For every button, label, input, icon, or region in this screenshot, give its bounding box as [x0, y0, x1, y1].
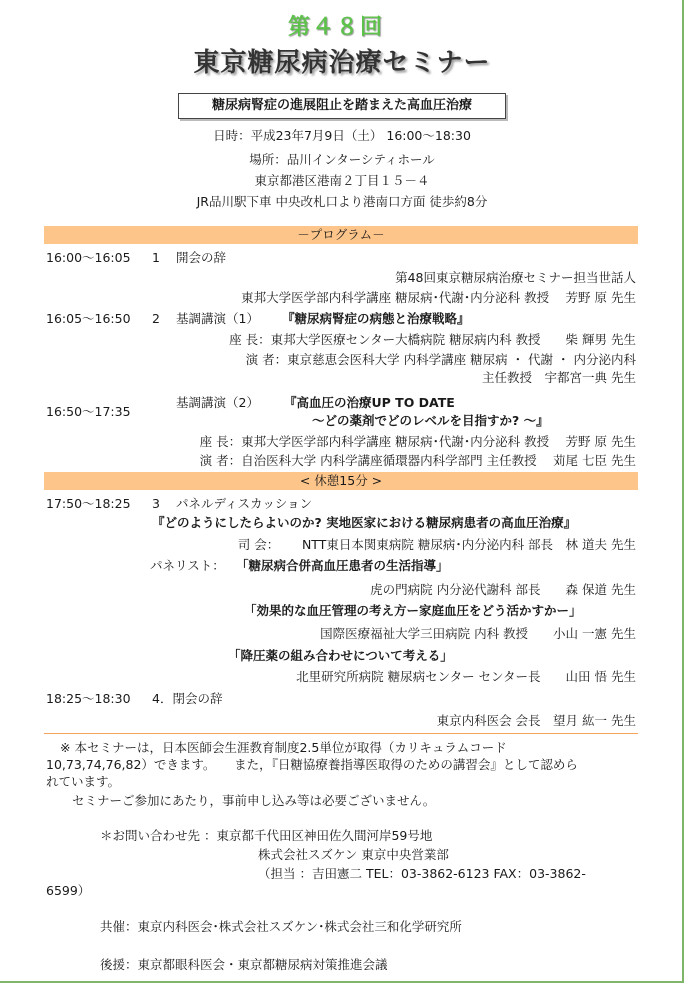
- panel-speaker-3: 北里研究所病院 糖尿病センター センター長 山田 悟 先生: [296, 669, 636, 684]
- event-datetime: 日時：平成23年7月9日（土） 16:00～18:30: [213, 128, 471, 143]
- opening-host-role: 第48回東京糖尿病治療セミナー担当世話人: [395, 270, 636, 285]
- lecture1-title: 『糖尿病腎症の病態と治療戦略』: [282, 311, 470, 326]
- lecture1-label: 基調講演（1）: [176, 311, 259, 326]
- break-band: < 休憩15分 >: [44, 472, 638, 490]
- opening-host: 東邦大学医学部内科学講座 糖尿病･代謝･内分泌科 教授 芳野 原 先生: [241, 290, 636, 305]
- contact-fax-end: 6599）: [46, 883, 91, 898]
- lecture2-chair: 座 長：東邦大学医学部内科学講座 糖尿病･代謝･内分泌科 教授 芳野 原 先生: [199, 434, 636, 449]
- event-address: 東京都港区港南２丁目１５－４: [254, 173, 430, 188]
- closing-person: 東京内科医会 会長 望月 紘一 先生: [436, 713, 636, 728]
- panel-theme: 『どのようにしたらよいのか? 実地医家における糖尿病患者の高血圧治療』: [152, 515, 577, 530]
- lecture1-speaker: 演 者：東京慈恵会医科大学 内科学講座 糖尿病 ・ 代謝 ・ 内分泌内科: [245, 352, 636, 367]
- opening-number: 1: [152, 250, 160, 265]
- edition-number: 第４８回: [287, 15, 384, 40]
- lecture2-subtitle: ～どの薬剤でどのレベルを目指すか? ～』: [312, 413, 549, 428]
- opening-time: 16:00～16:05: [46, 250, 131, 265]
- credit-note-2: 10,73,74,76,82）できます。 また，『日糖協療養指導医取得のための講習会』として認めら: [46, 757, 578, 772]
- supporters: 後援：東京都眼科医会・東京都糖尿病対策推進会議: [100, 957, 388, 972]
- panel-speaker-1: 虎の門病院 内分泌代謝科 部長 森 保道 先生: [370, 582, 636, 597]
- opening-title: 開会の辞: [176, 250, 227, 265]
- event-access: JR品川駅下車 中央改札口より港南口方面 徒歩約8分: [196, 194, 488, 209]
- registration-note: セミナーご参加にあたり，事前申し込み等は必要ございません。: [72, 793, 436, 808]
- contact-company: 株式会社スズケン 東京中央営業部: [258, 847, 449, 862]
- credit-note-3: れています。: [46, 774, 121, 789]
- lecture1-time: 16:05～16:50: [46, 311, 131, 326]
- event-venue: 場所：品川インターシティホール: [249, 152, 435, 167]
- panel-time: 17:50～18:25: [46, 496, 131, 511]
- panel-topic-1: 「糖尿病合併高血圧患者の生活指導」: [236, 558, 449, 573]
- contact-phone: （担当 ：吉田憲二 TEL：03-3862-6123 FAX：03-3862-: [258, 866, 586, 881]
- lecture1-chair: 座 長：東邦大学医療センター大橋病院 糖尿病内科 教授 柴 輝男 先生: [229, 332, 636, 347]
- co-sponsors: 共催：東京内科医会･株式会社スズケン･株式会社三和化学研究所: [100, 919, 462, 934]
- panel-topic-2: 「効果的な血圧管理の考え方ー家庭血圧をどう活かすかー」: [244, 603, 582, 618]
- panelist-label: パネリスト：: [150, 558, 225, 573]
- lecture2-label: 基調講演（2）: [176, 395, 259, 410]
- closing-title: 4．閉会の辞: [152, 691, 223, 706]
- panel-topic-3: 「降圧薬の組み合わせについて考える」: [228, 648, 453, 663]
- lecture1-speaker-title: 主任教授 宇都宮一典 先生: [482, 370, 636, 385]
- seminar-title: 東京糖尿病治療セミナー: [193, 48, 491, 78]
- lecture1-number: 2: [152, 311, 160, 326]
- panel-number: 3: [152, 496, 160, 511]
- panel-title: パネルディスカッション: [176, 496, 313, 511]
- panel-speaker-2: 国際医療福祉大学三田病院 内科 教授 小山 一憲 先生: [320, 626, 636, 641]
- panel-moderator: 司 会： NTT東日本関東病院 糖尿病･内分泌内科 部長 林 道夫 先生: [237, 537, 636, 552]
- program-heading: －プログラム－: [44, 226, 638, 244]
- closing-time: 18:25～18:30: [46, 691, 131, 706]
- lecture2-time: 16:50～17:35: [46, 404, 131, 419]
- lecture2-title: 『高血圧の治療UP TO DATE: [284, 395, 455, 410]
- lecture2-speaker: 演 者：自治医科大学 内科学講座循環器内科学部門 主任教授 苅尾 七臣 先生: [199, 453, 636, 468]
- contact-address: ＊お問い合わせ先 ：東京都千代田区神田佐久間河岸59号地: [100, 828, 433, 843]
- section-divider: [44, 733, 638, 734]
- credit-note-1: ※ 本セミナーは，日本医師会生涯教育制度2.5単位が取得（カリキュラムコード: [60, 740, 507, 755]
- seminar-theme: 糖尿病腎症の進展阻止を踏まえた高血圧治療: [178, 93, 506, 119]
